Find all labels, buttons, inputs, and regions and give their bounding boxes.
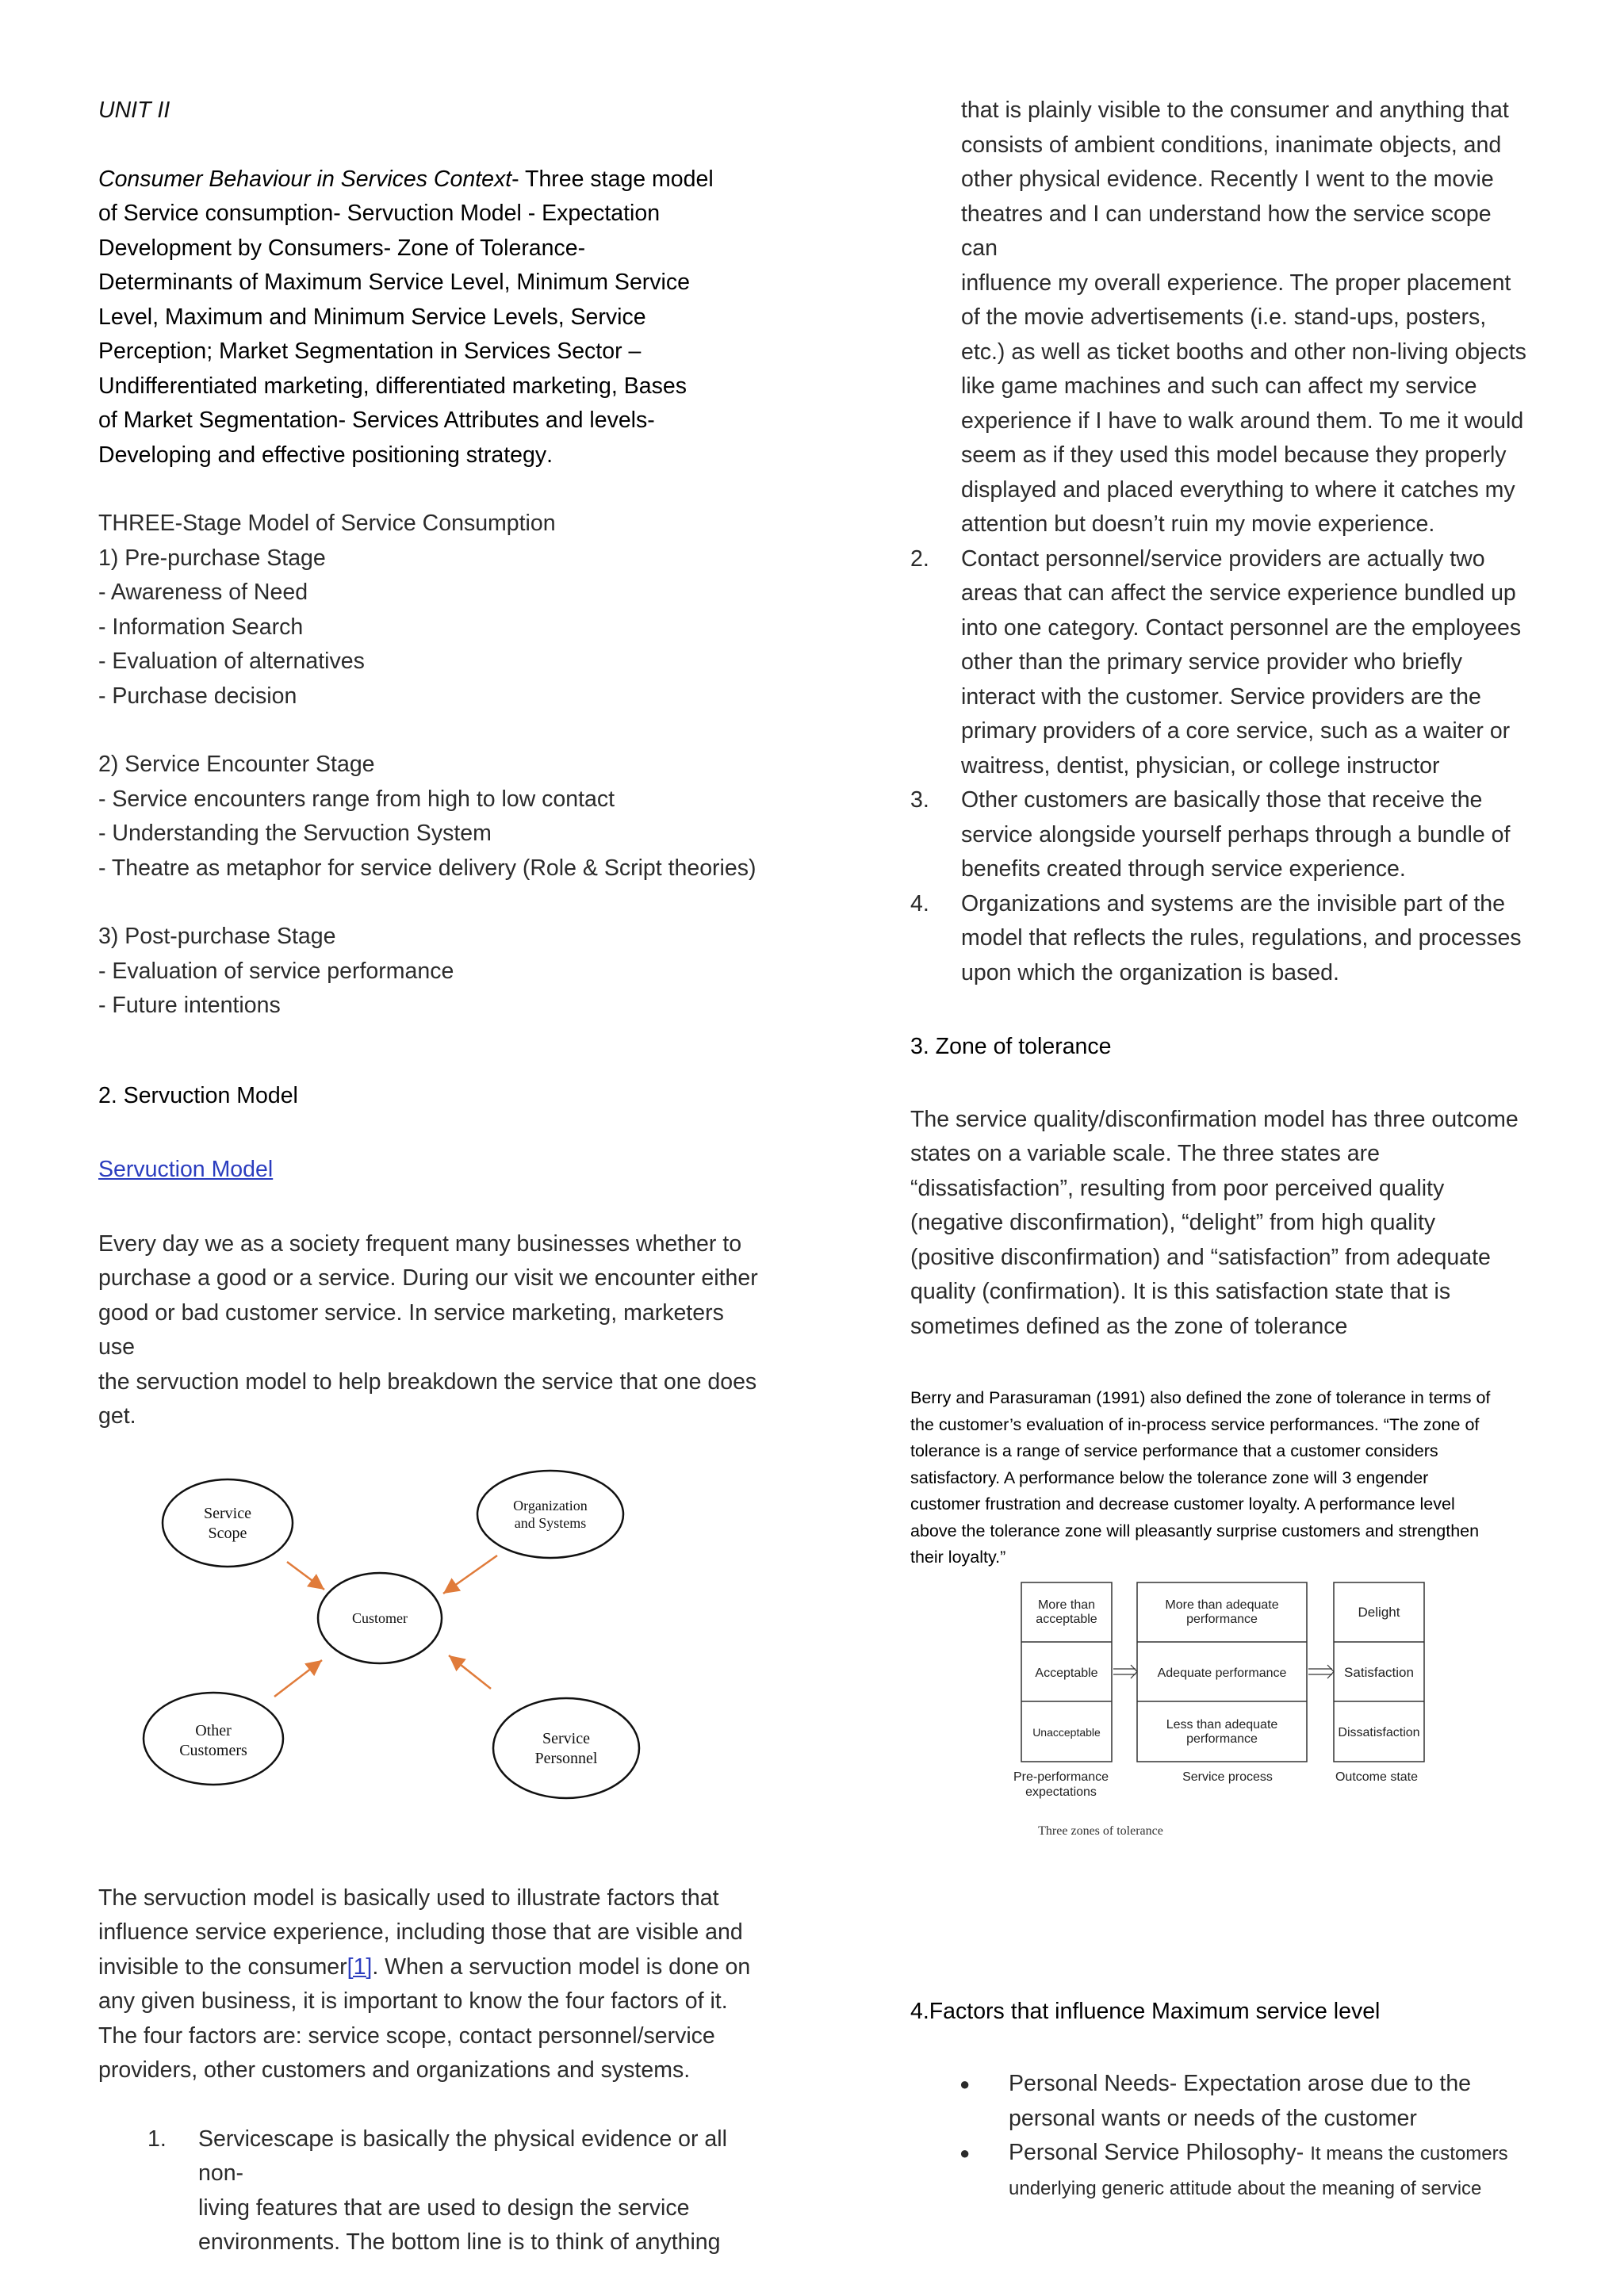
service-process-column	[1137, 1582, 1307, 1762]
organization-systems-node	[477, 1471, 623, 1558]
svg-text:Unacceptable: Unacceptable	[1032, 1725, 1101, 1739]
service-scope-node	[163, 1479, 293, 1567]
svg-text:Service: Service	[204, 1504, 251, 1522]
svg-text:Less than adequate: Less than adequate	[1166, 1717, 1278, 1732]
svg-text:and Systems: and Systems	[514, 1514, 587, 1531]
model-paragraph: The servuction model is basically used to illustrate factors that influence service experience, including those that are visible and invisible to the consumer[1]. When a servuction model is done on any given business, it is important to know the four factors of it. The four factors are: service scope, contact personnel/service providers, other customers and organizations and systems.	[98, 1885, 751, 2083]
svg-text:Satisfaction: Satisfaction	[1344, 1664, 1414, 1680]
svg-text:performance: performance	[1186, 1612, 1258, 1626]
unit-title: UNIT II	[98, 98, 170, 123]
footnote-link[interactable]: [1]	[347, 1954, 373, 1980]
svg-text:More than adequate: More than adequate	[1165, 1598, 1279, 1612]
service-personnel-node	[493, 1698, 639, 1798]
svg-text:Adequate performance: Adequate performance	[1157, 1666, 1287, 1680]
servuction-model-link[interactable]: Servuction Model	[98, 1157, 274, 1182]
right-column	[910, 94, 1529, 2206]
max-service-heading: 4.Factors that influence Maximum service level	[910, 1998, 1381, 2024]
everyday-paragraph: Every day we as a society frequent many businesses whether to purchase a good or a service. During our visit we encounter either good or bad customer service. In service marketing, marketers use the servuction model to help breakdown the service that one does get.	[98, 1230, 758, 1429]
label-service-process: Service process	[1182, 1770, 1273, 1784]
svg-text:Other: Other	[195, 1721, 232, 1739]
outcome-state-column	[1334, 1582, 1424, 1762]
label-outcome-state: Outcome state	[1335, 1770, 1419, 1784]
stage-2: 2) Service Encounter Stage - Service encounters range from high to low contact - Understanding the Servuction System - Theatre as metaphor for service delivery (Role & Script theories)	[98, 752, 756, 881]
servuction-heading: 2. Servuction Model	[98, 1082, 298, 1108]
svg-text:Service: Service	[542, 1729, 590, 1747]
list-item: ● Personal Needs- Expectation arose due to the personal wants or needs of the customer	[959, 2071, 1472, 2131]
factors-list-start	[98, 2122, 764, 2260]
intro-italic: Consumer Behaviour in Services Context	[98, 166, 512, 192]
svg-text:Delight: Delight	[1358, 1604, 1400, 1620]
svg-text:Acceptable: Acceptable	[1035, 1666, 1098, 1680]
figure-caption: Three zones of tolerance	[1038, 1823, 1163, 1838]
left-column	[98, 94, 764, 2260]
svg-text:Scope: Scope	[208, 1524, 247, 1542]
label-expectations: expectations	[1025, 1785, 1097, 1799]
list-item: ● Personal Service Philosophy- It means the customers underlying generic attitude about the meaning of service	[959, 2140, 1508, 2199]
label-pre-performance: Pre-performance	[1013, 1770, 1109, 1784]
three-stage-heading: THREE-Stage Model of Service Consumption	[98, 511, 556, 536]
servuction-diagram	[98, 1463, 764, 1843]
three-stage-model	[98, 507, 764, 1024]
unit-intro: Consumer Behaviour in Services Context- Three stage model of Service consumption- Servuction Model - Expectation Development by Consumers- Zone of Tolerance- Determinants of Maximum Service Level, Minimum Service Level, Maximum and Minimum Service Levels, Service Perception; Market Segmentation in Services Sector – Undifferentiated marketing, differentiated marketing, Bases of Market Segmentation- Services Attributes and levels- Developing and effective positioning strategy.	[98, 166, 714, 468]
item1-continued: that is plainly visible to the consumer and anything that consists of ambient conditions, inanimate objects, and other physical evidence. Recently I went to the movie theatres and I can understand how the service scope can influence my overall experience. The proper placement of the movie advertisements (i.e. stand-ups, posters, etc.) as well as ticket booths and other non-living objects like game machines and such can affect my service experience if I have to walk around them. To me it would seem as if they used this model because they properly displayed and placed everything to where it catches my attention but doesn’t ruin my movie experience.	[961, 98, 1526, 537]
arrow-personnel-to-customer	[449, 1655, 491, 1689]
svg-text:Customers: Customers	[179, 1741, 247, 1759]
other-customers-node	[144, 1693, 283, 1785]
list-item: 1. Servicescape is basically the physical evidence or all non- living features that are used to design the service environments. The bottom line is to think of anything	[147, 2126, 727, 2255]
arrow-org-to-customer	[443, 1556, 497, 1594]
berry-parasuraman-quote: Berry and Parasuraman (1991) also defined the zone of tolerance in terms of the customer’s evaluation of in-process service performances. “The zone of tolerance is a range of service performance that a customer considers satisfactory. A performance below the tolerance zone will 3 engender customer frustration and decrease customer loyalty. A performance level above the tolerance zone will pleasantly surprise customers and strengthen their loyalty.”	[910, 1388, 1491, 1567]
svg-text:Customer: Customer	[352, 1609, 408, 1626]
svg-text:acceptable: acceptable	[1036, 1612, 1097, 1626]
zone-paragraph: The service quality/disconfirmation model has three outcome states on a variable scale. The three states are “dissatisfaction”, resulting from poor perceived quality (negative disconfirmation), “delight” from high quality (positive disconfirmation) and “satisfaction” from adequate quality (confirmation). It is this satisfaction state that is sometimes defined as the zone of tolerance	[910, 1106, 1519, 1339]
zone-heading: 3. Zone of tolerance	[910, 1034, 1112, 1059]
svg-text:More than: More than	[1037, 1598, 1096, 1612]
stage-1: 1) Pre-purchase Stage - Awareness of Need - Information Search - Evaluation of alternatives - Purchase decision	[98, 545, 365, 709]
customer-node	[318, 1573, 442, 1663]
arrow-other-to-customer	[274, 1660, 322, 1697]
list-item: 2. Contact personnel/service providers are actually two areas that can affect the service experience bundled up into one category. Contact personnel are the employees other than the primary service provider who briefly interact with the customer. Service providers are the primary providers of a core service, such as a waiter or waitress, dentist, physician, or college instructor	[910, 545, 1522, 779]
max-service-factors	[910, 2067, 1529, 2206]
zones-of-tolerance-figure	[910, 1578, 1529, 1847]
stage-3: 3) Post-purchase Stage - Evaluation of service performance - Future intentions	[98, 924, 454, 1018]
svg-text:performance: performance	[1186, 1732, 1258, 1746]
list-item: 3. Other customers are basically those that receive the service alongside yourself perhaps through a bundle of benefits created through service experience.	[910, 787, 1511, 882]
expectations-column	[1021, 1582, 1112, 1762]
list-item: 4. Organizations and systems are the invisible part of the model that reflects the rules, regulations, and processes upon which the organization is based.	[910, 890, 1522, 985]
svg-text:Organization: Organization	[513, 1497, 588, 1513]
svg-text:Dissatisfaction: Dissatisfaction	[1338, 1725, 1420, 1739]
arrow-scope-to-customer	[287, 1562, 324, 1590]
factors-list-continued	[910, 542, 1529, 991]
svg-text:Personnel: Personnel	[534, 1749, 598, 1767]
